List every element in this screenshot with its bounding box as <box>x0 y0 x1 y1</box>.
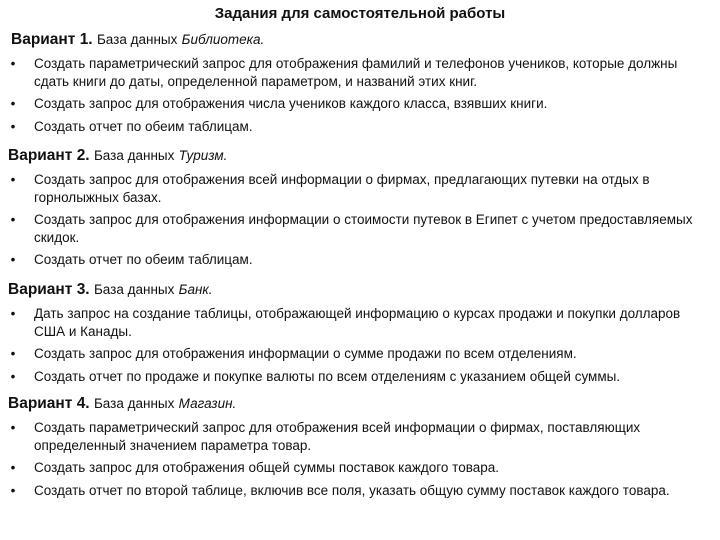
database-name: Библиотека. <box>181 32 265 47</box>
bullet-icon: • <box>10 420 16 435</box>
task-list <box>8 55 712 135</box>
variant-label: Вариант 3. <box>8 281 90 298</box>
task-item <box>8 211 712 246</box>
variant-2-section <box>8 146 712 269</box>
variant-label: Вариант 1. <box>11 31 93 48</box>
task-text: Создать отчет по обеим таблицам. <box>34 118 253 134</box>
variant-1-heading <box>8 30 712 50</box>
bullet-icon: • <box>10 482 16 498</box>
task-item <box>8 118 712 136</box>
bullet-icon: • <box>10 368 16 384</box>
task-text: Создать отчет по обеим таблицам. <box>34 252 253 267</box>
database-prefix: База данных <box>93 396 175 411</box>
bullet-icon: • <box>10 212 16 227</box>
task-item <box>8 419 712 454</box>
database-prefix: База данных <box>93 282 175 297</box>
task-item <box>8 459 712 477</box>
bullet-icon: • <box>10 172 16 187</box>
task-list <box>8 305 712 385</box>
bullet-icon: • <box>10 252 16 267</box>
task-list <box>8 419 712 499</box>
variant-4-heading <box>8 394 712 414</box>
variant-1-section <box>8 30 712 135</box>
task-item <box>8 251 712 269</box>
task-item <box>8 482 712 500</box>
task-item <box>8 171 712 206</box>
task-text: Создать отчет по второй таблице, включив все поля, указать общую сумму поставок каждого товара. <box>34 482 670 498</box>
task-item <box>8 55 712 90</box>
task-item <box>8 305 712 340</box>
variant-label: Вариант 2. <box>8 147 90 164</box>
task-text: Создать параметрический запрос для отображения фамилий и телефонов учеников, которые должны сдать книги до даты, определенной параметром, и названий этих книг. <box>34 56 678 89</box>
task-text: Создать параметрический запрос для отображения всей информации о фирмах, поставляющих определенный значением параметра товар. <box>34 420 641 453</box>
task-text: Дать запрос на создание таблицы, отображающей информацию о курсах продажи и покупки долларов США и Канады. <box>34 306 681 339</box>
database-prefix: База данных <box>93 148 175 163</box>
variant-3-heading <box>8 280 712 300</box>
task-text: Создать запрос для отображения общей суммы поставок каждого товара. <box>34 460 499 475</box>
task-item <box>8 368 712 386</box>
task-item <box>8 345 712 363</box>
database-prefix: База данных <box>96 32 178 47</box>
variant-label: Вариант 4. <box>8 395 90 412</box>
task-list <box>8 171 712 269</box>
bullet-icon: • <box>10 96 16 111</box>
database-name: Туризм. <box>178 148 228 163</box>
task-text: Создать запрос для отображения информации о сумме продажи по всем отделениям. <box>34 346 577 361</box>
task-text: Создать отчет по продаже и покупке валюты по всем отделениям с указанием общей суммы. <box>34 368 621 384</box>
bullet-icon: • <box>10 460 16 475</box>
bullet-icon: • <box>10 306 16 321</box>
variant-3-section <box>8 280 712 385</box>
bullet-icon: • <box>10 118 16 134</box>
task-item <box>8 95 712 113</box>
bullet-icon: • <box>10 346 16 361</box>
task-text: Создать запрос для отображения всей информации о фирмах, предлагающих путевки на отдых в горнолыжных базах. <box>34 172 650 205</box>
database-name: Банк. <box>178 282 213 297</box>
variant-2-heading <box>8 146 712 166</box>
variant-4-section <box>8 394 712 499</box>
task-text: Создать запрос для отображения числа учеников каждого класса, взявших книги. <box>34 96 548 111</box>
page-title: Задания для самостоятельной работы <box>214 5 506 22</box>
database-name: Магазин. <box>178 396 237 411</box>
task-text: Создать запрос для отображения информации о стоимости путевок в Египет с учетом предоставляемых скидок. <box>34 212 693 245</box>
bullet-icon: • <box>10 56 16 71</box>
